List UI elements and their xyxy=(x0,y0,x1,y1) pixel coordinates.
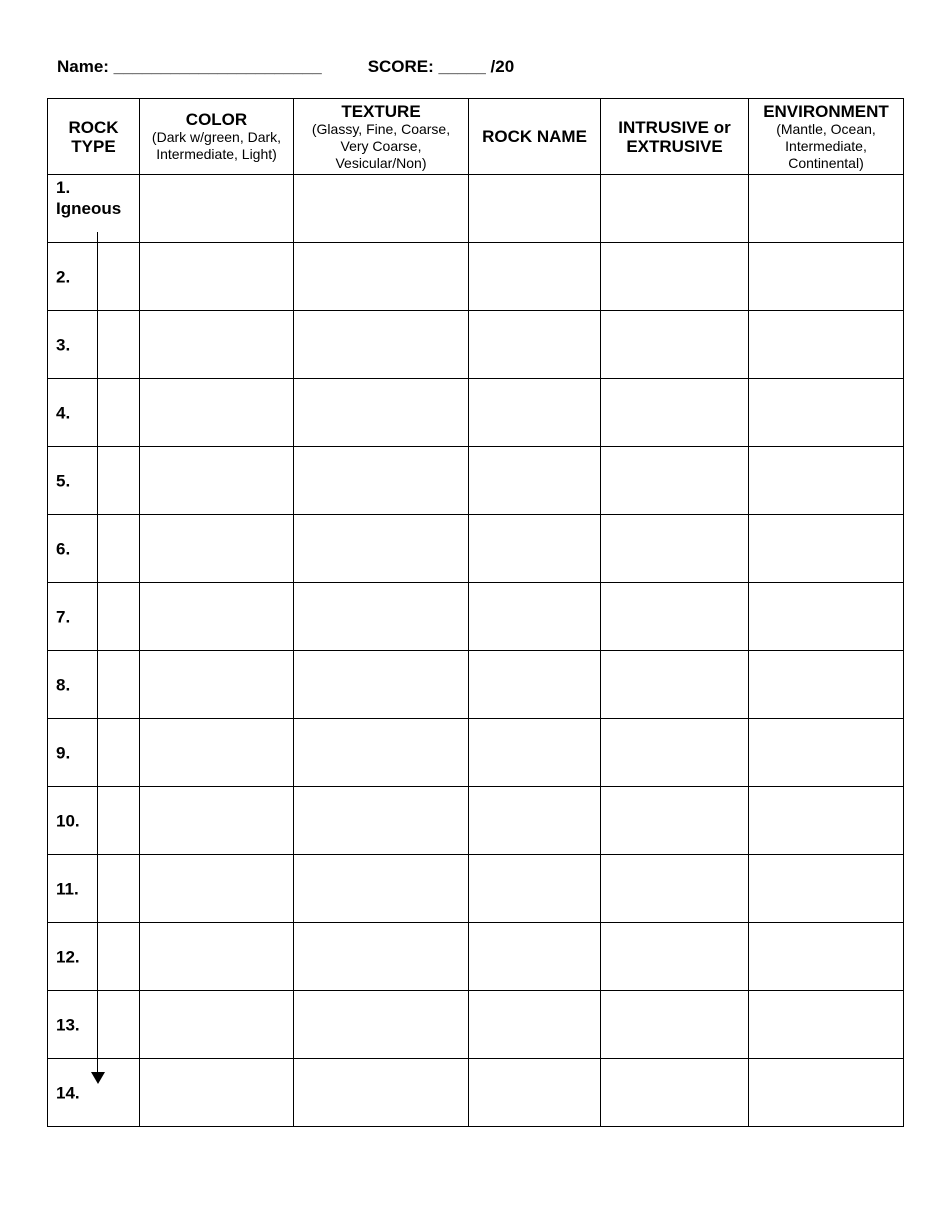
intrusive-extrusive-answer-cell[interactable] xyxy=(601,447,749,515)
worksheet-header xyxy=(57,57,514,77)
texture-answer-cell[interactable] xyxy=(294,1059,469,1127)
rock-name-answer-cell[interactable] xyxy=(469,243,601,311)
intrusive-extrusive-answer-cell[interactable] xyxy=(601,311,749,379)
color-answer-cell[interactable] xyxy=(140,583,294,651)
intrusive-extrusive-answer-cell[interactable] xyxy=(601,991,749,1059)
intrusive-extrusive-answer-cell[interactable] xyxy=(601,855,749,923)
rock-type-cell xyxy=(48,923,140,991)
rock-type-cell xyxy=(48,855,140,923)
rock-type-cell xyxy=(48,243,140,311)
color-answer-cell[interactable] xyxy=(140,311,294,379)
rock-name-answer-cell[interactable] xyxy=(469,719,601,787)
color-answer-cell[interactable] xyxy=(140,515,294,583)
row-number-label: 4. xyxy=(56,403,71,422)
intrusive-extrusive-answer-cell[interactable] xyxy=(601,923,749,991)
texture-answer-cell[interactable] xyxy=(294,243,469,311)
rock-name-answer-cell[interactable] xyxy=(469,787,601,855)
rock-type-cell xyxy=(48,651,140,719)
row-number-label: 8. xyxy=(56,675,71,694)
table-row xyxy=(48,1059,904,1127)
rock-name-answer-cell[interactable] xyxy=(469,175,601,243)
table-row xyxy=(48,991,904,1059)
rock-type-cell xyxy=(48,515,140,583)
rock-name-answer-cell[interactable] xyxy=(469,855,601,923)
intrusive-extrusive-answer-cell[interactable] xyxy=(601,379,749,447)
environment-answer-cell[interactable] xyxy=(749,583,904,651)
intrusive-extrusive-answer-cell[interactable] xyxy=(601,243,749,311)
environment-answer-cell[interactable] xyxy=(749,243,904,311)
environment-answer-cell[interactable] xyxy=(749,651,904,719)
color-answer-cell[interactable] xyxy=(140,855,294,923)
rock-name-answer-cell[interactable] xyxy=(469,447,601,515)
table-row xyxy=(48,243,904,311)
texture-answer-cell[interactable] xyxy=(294,651,469,719)
color-answer-cell[interactable] xyxy=(140,175,294,243)
row-number-label: 5. xyxy=(56,471,71,490)
intrusive-extrusive-answer-cell[interactable] xyxy=(601,719,749,787)
row-number-label: 12. xyxy=(56,947,80,966)
row-number-label: 7. xyxy=(56,607,71,626)
texture-answer-cell[interactable] xyxy=(294,515,469,583)
environment-answer-cell[interactable] xyxy=(749,447,904,515)
rock-name-answer-cell[interactable] xyxy=(469,923,601,991)
column-header-color: COLOR (Dark w/green, Dark, Intermediate, Light) xyxy=(140,99,294,175)
table-row xyxy=(48,515,904,583)
color-answer-cell[interactable] xyxy=(140,1059,294,1127)
table-row xyxy=(48,787,904,855)
intrusive-extrusive-answer-cell[interactable] xyxy=(601,1059,749,1127)
rock-type-cell xyxy=(48,311,140,379)
column-header-rock-type: ROCK TYPE xyxy=(48,99,140,175)
table-row xyxy=(48,379,904,447)
rock-type-cell xyxy=(48,787,140,855)
texture-answer-cell[interactable] xyxy=(294,175,469,243)
rock-type-cell xyxy=(48,175,140,243)
table-row xyxy=(48,923,904,991)
color-answer-cell[interactable] xyxy=(140,243,294,311)
table-row xyxy=(48,719,904,787)
rock-type-cell xyxy=(48,447,140,515)
name-field[interactable]: Name: ______________________ xyxy=(57,57,322,76)
color-answer-cell[interactable] xyxy=(140,991,294,1059)
rock-type-cell xyxy=(48,379,140,447)
table-row xyxy=(48,311,904,379)
environment-answer-cell[interactable] xyxy=(749,515,904,583)
rock-type-cell xyxy=(48,991,140,1059)
color-answer-cell[interactable] xyxy=(140,379,294,447)
intrusive-extrusive-answer-cell[interactable] xyxy=(601,651,749,719)
rock-name-answer-cell[interactable] xyxy=(469,311,601,379)
texture-answer-cell[interactable] xyxy=(294,787,469,855)
row-number-label: 2. xyxy=(56,267,71,286)
rock-type-cell xyxy=(48,719,140,787)
table-row xyxy=(48,583,904,651)
color-answer-cell[interactable] xyxy=(140,447,294,515)
rock-classification-table xyxy=(47,98,904,1127)
row-number-label: 14. xyxy=(56,1083,80,1102)
intrusive-extrusive-answer-cell[interactable] xyxy=(601,787,749,855)
column-header-environment: ENVIRONMENT (Mantle, Ocean, Intermediate, Continental) xyxy=(749,99,904,175)
row-number-label: 6. xyxy=(56,539,71,558)
environment-answer-cell[interactable] xyxy=(749,379,904,447)
environment-answer-cell[interactable] xyxy=(749,719,904,787)
row-number-label: 11. xyxy=(56,879,79,898)
texture-answer-cell[interactable] xyxy=(294,583,469,651)
rock-name-answer-cell[interactable] xyxy=(469,1059,601,1127)
texture-answer-cell[interactable] xyxy=(294,719,469,787)
intrusive-extrusive-answer-cell[interactable] xyxy=(601,175,749,243)
column-header-rock-name: ROCK NAME xyxy=(469,99,601,175)
environment-answer-cell[interactable] xyxy=(749,175,904,243)
row-number-label: 1. Igneous xyxy=(56,178,122,218)
intrusive-extrusive-answer-cell[interactable] xyxy=(601,515,749,583)
column-header-intrusive-extrusive: INTRUSIVE or EXTRUSIVE xyxy=(601,99,749,175)
table-row xyxy=(48,855,904,923)
score-field[interactable]: SCORE: _____ /20 xyxy=(367,57,515,76)
table-row xyxy=(48,175,904,243)
environment-answer-cell[interactable] xyxy=(749,991,904,1059)
row-number-label: 10. xyxy=(56,811,80,830)
color-answer-cell[interactable] xyxy=(140,923,294,991)
environment-answer-cell[interactable] xyxy=(749,311,904,379)
texture-answer-cell[interactable] xyxy=(294,447,469,515)
rock-type-cell xyxy=(48,1059,140,1127)
environment-answer-cell[interactable] xyxy=(749,1059,904,1127)
color-answer-cell[interactable] xyxy=(140,787,294,855)
rock-name-answer-cell[interactable] xyxy=(469,515,601,583)
arrow-down-icon xyxy=(91,1072,105,1084)
color-answer-cell[interactable] xyxy=(140,651,294,719)
row-number-label: 13. xyxy=(56,1015,80,1034)
texture-answer-cell[interactable] xyxy=(294,991,469,1059)
color-answer-cell[interactable] xyxy=(140,719,294,787)
environment-answer-cell[interactable] xyxy=(749,855,904,923)
texture-answer-cell[interactable] xyxy=(294,923,469,991)
environment-answer-cell[interactable] xyxy=(749,923,904,991)
rock-type-cell xyxy=(48,583,140,651)
rock-name-answer-cell[interactable] xyxy=(469,583,601,651)
texture-answer-cell[interactable] xyxy=(294,311,469,379)
column-header-texture: TEXTURE (Glassy, Fine, Coarse, Very Coarse, Vesicular/Non) xyxy=(294,99,469,175)
texture-answer-cell[interactable] xyxy=(294,379,469,447)
environment-answer-cell[interactable] xyxy=(749,787,904,855)
table-header-row xyxy=(48,99,904,175)
intrusive-extrusive-answer-cell[interactable] xyxy=(601,583,749,651)
rock-name-answer-cell[interactable] xyxy=(469,651,601,719)
table-row xyxy=(48,651,904,719)
row-number-label: 9. xyxy=(56,743,71,762)
row-number-label: 3. xyxy=(56,335,71,354)
rock-name-answer-cell[interactable] xyxy=(469,379,601,447)
table-row xyxy=(48,447,904,515)
rock-type-arrow-line xyxy=(97,232,98,1072)
texture-answer-cell[interactable] xyxy=(294,855,469,923)
rock-name-answer-cell[interactable] xyxy=(469,991,601,1059)
